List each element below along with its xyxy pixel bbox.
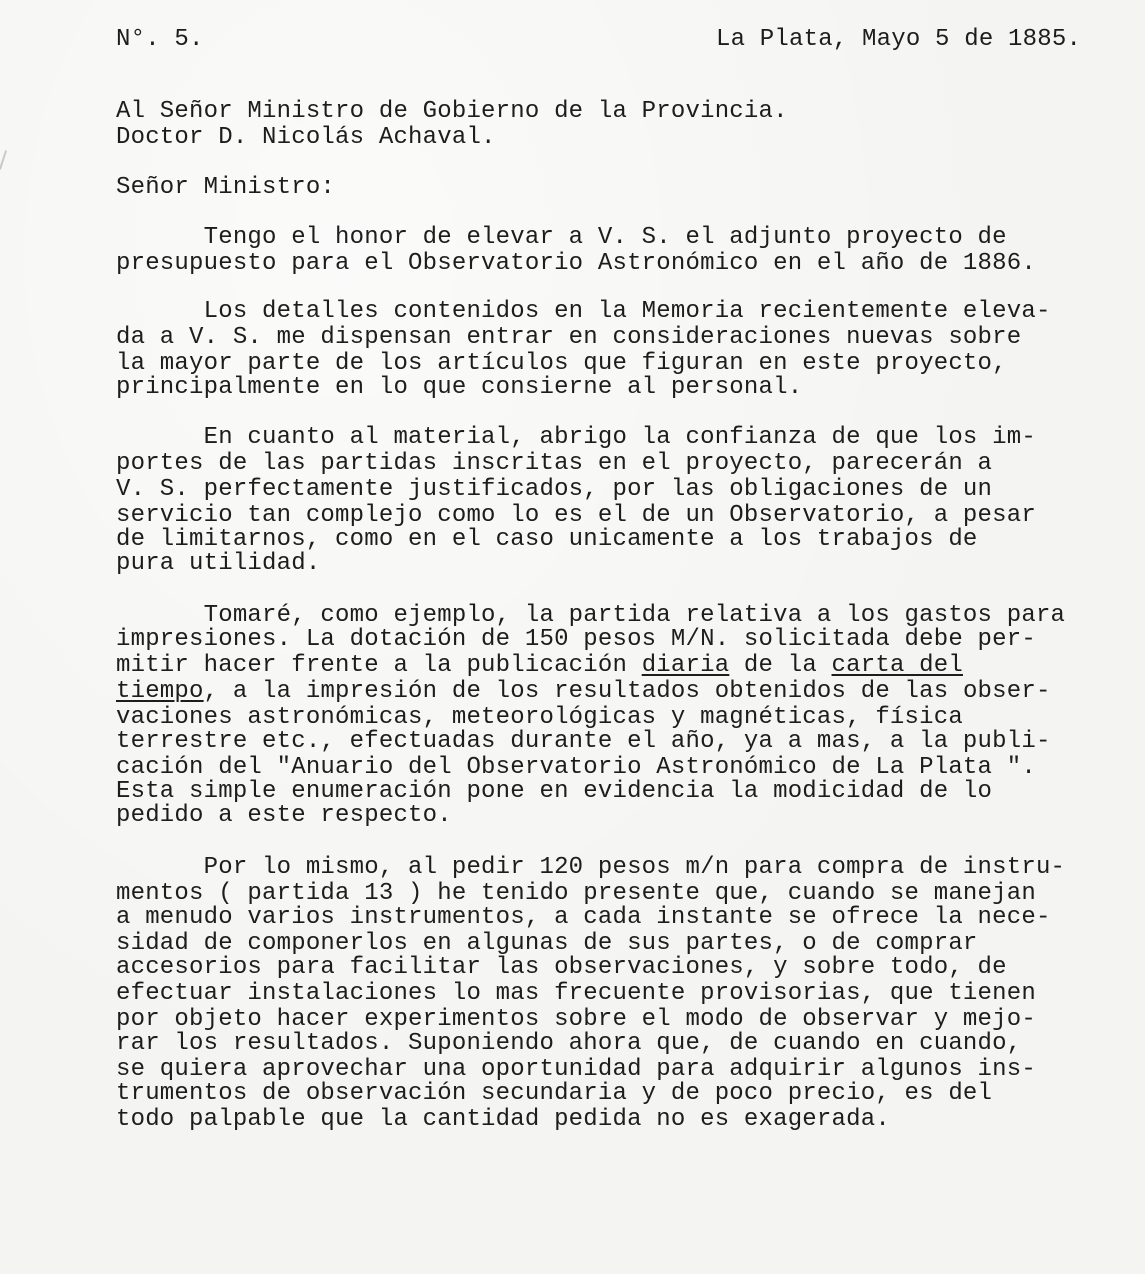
text-run: , a la impresión de los resultados obtenidos de las obser- xyxy=(203,678,1051,705)
paragraph-1-line: Tengo el honor de elevar a V. S. el adjunto proyecto de xyxy=(116,224,1007,251)
text-run: de la xyxy=(729,652,832,679)
paragraph-1-line: presupuesto para el Observatorio Astronómico en el año de 1886. xyxy=(116,250,1036,277)
salutation: Señor Ministro: xyxy=(116,174,336,201)
paragraph-5-line: sidad de componerlos en algunas de sus partes, o de comprar xyxy=(116,930,978,957)
paragraph-2-line: principalmente en lo que consierne al personal. xyxy=(116,374,803,401)
paragraph-5-line: todo palpable que la cantidad pedida no es exagerada. xyxy=(116,1106,890,1133)
paragraph-3-line: portes de las partidas inscritas en el proyecto, parecerán a xyxy=(116,450,993,477)
paragraph-4-line xyxy=(116,680,1051,704)
underlined-word-tiempo: tiempo xyxy=(116,678,204,705)
paragraph-5-line: accesorios para facilitar las observaciones, y sobre todo, de xyxy=(116,954,1007,981)
paragraph-3-line: V. S. perfectamente justificados, por las obligaciones de un xyxy=(116,476,993,503)
paper-edge-mark xyxy=(0,150,7,170)
addressee-line-2: Doctor D. Nicolás Achaval. xyxy=(116,124,496,151)
place-date: La Plata, Mayo 5 de 1885. xyxy=(716,26,1082,53)
paragraph-5-line: mentos ( partida 13 ) he tenido presente que, cuando se manejan xyxy=(116,880,1036,907)
paragraph-4-line: impresiones. La dotación de 150 pesos M/N. solicitada debe per- xyxy=(116,626,1036,653)
paragraph-4-line: pedido a este respecto. xyxy=(116,802,452,829)
paragraph-2-line: la mayor parte de los artículos que figuran en este proyecto, xyxy=(116,350,1007,377)
paragraph-5-line: efectuar instalaciones lo mas frecuente provisorias, que tienen xyxy=(116,980,1036,1007)
underlined-word-diaria: diaria xyxy=(641,652,730,679)
paragraph-3-line: En cuanto al material, abrigo la confianza de que los im- xyxy=(116,424,1036,451)
underlined-phrase-carta-del: carta del xyxy=(831,652,963,679)
paragraph-4-line xyxy=(116,654,963,678)
paragraph-3-line: pura utilidad. xyxy=(116,550,321,577)
paragraph-5-line: trumentos de observación secundaria y de poco precio, es del xyxy=(116,1080,993,1107)
paragraph-4-line: cación del "Anuario del Observatorio Astronómico de La Plata ". xyxy=(116,754,1036,781)
paragraph-5-line: se quiera aprovechar una oportunidad para adquirir algunos ins- xyxy=(116,1056,1036,1083)
paragraph-4-line: terrestre etc., efectuadas durante el año, ya a mas, a la publi- xyxy=(116,728,1051,755)
paragraph-4-line: Esta simple enumeración pone en evidencia la modicidad de lo xyxy=(116,778,993,805)
paragraph-3-line: servicio tan complejo como lo es el de un Observatorio, a pesar xyxy=(116,502,1036,529)
paragraph-2-line: Los detalles contenidos en la Memoria recientemente eleva- xyxy=(116,298,1051,325)
paragraph-5-line: a menudo varios instrumentos, a cada instante se ofrece la nece- xyxy=(116,904,1051,931)
addressee-line-1: Al Señor Ministro de Gobierno de la Provincia. xyxy=(116,98,788,125)
paragraph-5-line: por objeto hacer experimentos sobre el modo de observar y mejo- xyxy=(116,1006,1036,1033)
text-run: mitir hacer frente a la publicación xyxy=(116,652,642,679)
paragraph-5-line: Por lo mismo, al pedir 120 pesos m/n para compra de instru- xyxy=(116,854,1066,881)
letter-number: N°. 5. xyxy=(116,26,204,53)
paragraph-2-line: da a V. S. me dispensan entrar en consideraciones nuevas sobre xyxy=(116,324,1022,351)
paragraph-5-line: rar los resultados. Suponiendo ahora que, de cuando en cuando, xyxy=(116,1030,1022,1057)
paragraph-4-line: vaciones astronómicas, meteorológicas y magnéticas, física xyxy=(116,704,963,731)
paragraph-4-line: Tomaré, como ejemplo, la partida relativa a los gastos para xyxy=(116,602,1066,629)
paragraph-3-line: de limitarnos, como en el caso unicamente a los trabajos de xyxy=(116,526,978,553)
